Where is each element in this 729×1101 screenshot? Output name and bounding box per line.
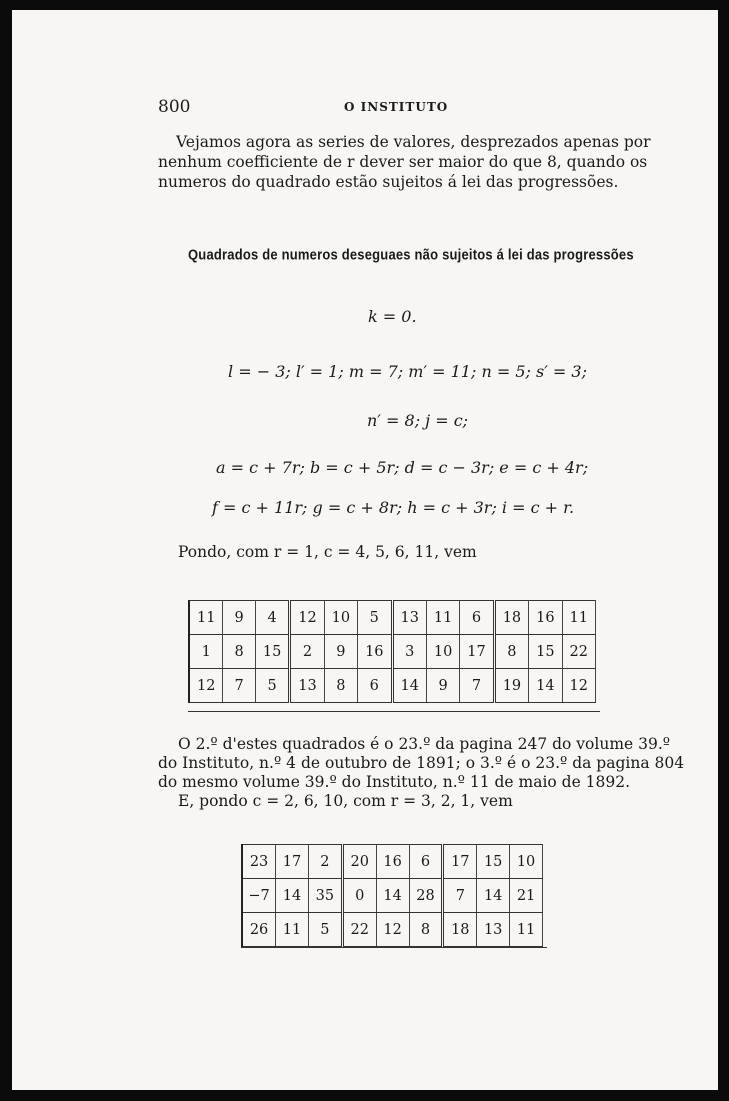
table-cell: 2 <box>290 635 324 669</box>
reference-line: do Instituto, n.º 4 de outubro de 1891; o 3.º é o 23.º da pagina 804 <box>158 754 685 772</box>
table-cell: 14 <box>477 879 510 913</box>
magic-squares-table-1 <box>188 600 596 703</box>
table-cell: 3 <box>392 635 426 669</box>
page-header <box>158 97 628 117</box>
table-cell: 22 <box>342 913 376 947</box>
table-cell: 10 <box>426 635 459 669</box>
table-cell: 21 <box>510 879 543 913</box>
table-cell: 12 <box>189 669 223 703</box>
table-row <box>189 601 596 635</box>
table-cell: 2 <box>308 845 342 879</box>
table-cell: 11 <box>562 601 595 635</box>
reference-line: O 2.º d'estes quadrados é o 23.º da pagina 247 do volume 39.º <box>178 735 671 753</box>
intro-line: Vejamos agora as series de valores, desprezados apenas por <box>176 133 651 151</box>
equation-line-2: n′ = 8; j = c; <box>367 411 469 430</box>
reference-paragraph <box>158 735 685 811</box>
table-cell: 8 <box>494 635 528 669</box>
table-cell: 12 <box>290 601 324 635</box>
equation-line-4: f = c + 11r; g = c + 8r; h = c + 3r; i = c + r. <box>212 498 575 517</box>
table-row <box>242 879 543 913</box>
table-cell: 0 <box>342 879 376 913</box>
table-row <box>189 635 596 669</box>
page-number: 800 <box>158 97 191 117</box>
table-cell: 5 <box>308 913 342 947</box>
table-cell: 9 <box>426 669 459 703</box>
table-cell: 8 <box>223 635 255 669</box>
table-cell: 14 <box>376 879 409 913</box>
table-cell: 16 <box>376 845 409 879</box>
table-cell: 6 <box>358 669 392 703</box>
table-cell: 18 <box>494 601 528 635</box>
table-cell: 14 <box>529 669 562 703</box>
table-cell: 22 <box>562 635 595 669</box>
intro-line: numeros do quadrado estão sujeitos á lei das progressões. <box>158 173 619 191</box>
table-2-bottom-rule <box>241 947 547 948</box>
table-cell: 11 <box>276 913 309 947</box>
equation-k: k = 0. <box>368 307 417 326</box>
table-cell: 8 <box>324 669 357 703</box>
table-row <box>242 845 543 879</box>
table-cell: 9 <box>223 601 255 635</box>
reference-line: E, pondo c = 2, 6, 10, com r = 3, 2, 1, vem <box>178 792 513 810</box>
equation-line-3: a = c + 7r; b = c + 5r; d = c − 3r; e = c + 4r; <box>216 458 589 477</box>
table-cell: 7 <box>223 669 255 703</box>
table-cell: 11 <box>426 601 459 635</box>
section-title: Quadrados de numeros deseguaes não sujeitos á lei das progressões <box>188 246 634 263</box>
table-cell: 14 <box>392 669 426 703</box>
table-cell: 12 <box>376 913 409 947</box>
table-cell: 6 <box>409 845 443 879</box>
table-cell: 10 <box>510 845 543 879</box>
table-cell: 16 <box>529 601 562 635</box>
table-cell: 5 <box>358 601 392 635</box>
table-cell: 18 <box>443 913 477 947</box>
table-cell: 17 <box>443 845 477 879</box>
table-cell: 12 <box>562 669 595 703</box>
table-cell: 1 <box>189 635 223 669</box>
table-cell: 17 <box>460 635 494 669</box>
running-title: O INSTITUTO <box>344 100 449 114</box>
magic-squares-table-2 <box>241 844 543 947</box>
table-cell: 9 <box>324 635 357 669</box>
table-cell: 10 <box>324 601 357 635</box>
table-cell: 23 <box>242 845 276 879</box>
table-row <box>189 669 596 703</box>
table-cell: 8 <box>409 913 443 947</box>
table-1-bottom-rule <box>188 711 600 712</box>
table-cell: 13 <box>477 913 510 947</box>
table-cell: 13 <box>290 669 324 703</box>
table-cell: 15 <box>255 635 289 669</box>
table-cell: 35 <box>308 879 342 913</box>
table-row <box>242 913 543 947</box>
table-cell: 6 <box>460 601 494 635</box>
table-cell: 11 <box>189 601 223 635</box>
pondo-sentence-1: Pondo, com r = 1, c = 4, 5, 6, 11, vem <box>178 543 477 561</box>
table-cell: 5 <box>255 669 289 703</box>
table-cell: 4 <box>255 601 289 635</box>
table-cell: 13 <box>392 601 426 635</box>
intro-line: nenhum coefficiente de r dever ser maior do que 8, quando os <box>158 153 648 171</box>
table-cell: 20 <box>342 845 376 879</box>
intro-paragraph <box>158 132 651 192</box>
reference-line: do mesmo volume 39.º do Instituto, n.º 11 de maio de 1892. <box>158 773 631 791</box>
table-cell: 28 <box>409 879 443 913</box>
table-cell: 7 <box>460 669 494 703</box>
table-cell: 19 <box>494 669 528 703</box>
table-cell: 14 <box>276 879 309 913</box>
table-cell: 26 <box>242 913 276 947</box>
table-cell: 15 <box>477 845 510 879</box>
table-cell: −7 <box>242 879 276 913</box>
equation-line-1: l = − 3; l′ = 1; m = 7; m′ = 11; n = 5; s′ = 3; <box>228 362 587 381</box>
table-cell: 7 <box>443 879 477 913</box>
table-cell: 17 <box>276 845 309 879</box>
table-cell: 15 <box>529 635 562 669</box>
table-cell: 16 <box>358 635 392 669</box>
table-cell: 11 <box>510 913 543 947</box>
